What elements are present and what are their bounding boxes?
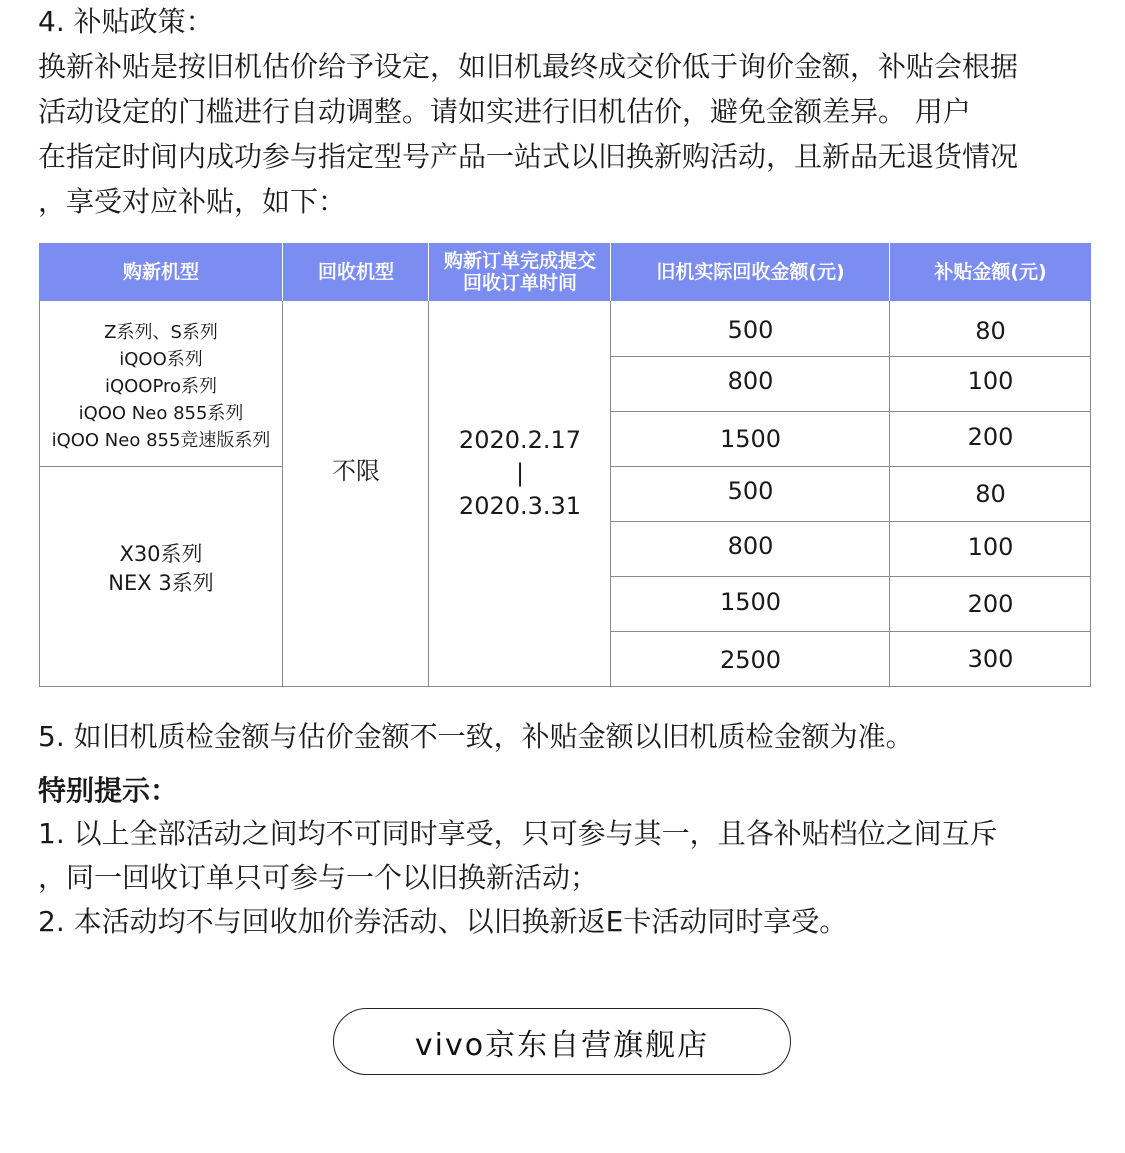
header-subsidy-amount: 补贴金额(元) <box>890 243 1091 301</box>
model-name: iQOO Neo 855系列 <box>78 402 244 424</box>
header-order-time <box>429 243 611 301</box>
header-recycle-amount: 旧机实际回收金额(元) <box>611 243 890 301</box>
notice-heading: 特别提示： <box>38 774 179 807</box>
recycle-model-value: 不限 <box>332 456 380 485</box>
recycle-amount: 800 <box>727 367 774 395</box>
subsidy-table <box>39 243 1091 687</box>
model-name: Z系列、S系列 <box>104 321 218 343</box>
section4-line: 换新补贴是按旧机估价给予设定，如旧机最终成交价低于询价金额，补贴会根据 <box>38 50 1019 83</box>
store-link-button[interactable]: vivo京东自营旗舰店 <box>333 1008 791 1075</box>
subsidy-amount: 100 <box>967 533 1014 561</box>
subsidy-amount: 100 <box>967 367 1014 395</box>
model-name: NEX 3系列 <box>108 571 214 595</box>
subsidy-amount: 200 <box>967 423 1014 451</box>
subsidy-amount: 80 <box>975 479 1006 508</box>
header-order-time-line1: 购新订单完成提交 <box>443 250 596 272</box>
model-name: iQOO Neo 855竞速版系列 <box>51 429 271 451</box>
section4-heading: 4. 补贴政策： <box>38 5 214 38</box>
section5-text: 5. 如旧机质检金额与估价金额不一致，补贴金额以旧机质检金额为准。 <box>38 720 914 753</box>
recycle-amount: 500 <box>727 316 774 344</box>
section4-line: 在指定时间内成功参与指定型号产品一站式以旧换新购活动，且新品无退货情况 <box>38 140 1019 173</box>
notice-line: ，同一回收订单只可参与一个以旧换新活动； <box>38 861 599 894</box>
header-order-time-line2: 回收订单时间 <box>462 272 577 294</box>
recycle-amount: 800 <box>727 532 774 560</box>
subsidy-amount: 80 <box>975 317 1006 345</box>
header-new-model: 购新机型 <box>39 243 283 301</box>
recycle-amount: 1500 <box>719 588 782 616</box>
model-name: iQOOPro系列 <box>104 375 218 397</box>
model-group-1 <box>39 316 283 456</box>
recycle-amount: 2500 <box>719 646 782 674</box>
recycle-amount: 1500 <box>719 424 782 453</box>
section4-line: ，享受对应补贴，如下： <box>38 185 347 218</box>
time-separator: | <box>515 459 525 487</box>
notice-line: 1. 以上全部活动之间均不可同时享受，只可参与其一，且各补贴档位之间互斥 <box>38 817 998 850</box>
model-group-2 <box>39 538 283 600</box>
subsidy-amount: 300 <box>967 644 1014 673</box>
time-start: 2020.2.17 <box>458 426 582 454</box>
notice-line: 2. 本活动均不与回收加价券活动、以旧换新返E卡活动同时享受。 <box>38 905 848 938</box>
model-name: iQOO系列 <box>119 348 203 370</box>
header-recycle-model: 回收机型 <box>283 243 429 301</box>
recycle-amount: 500 <box>727 477 774 505</box>
section4-line: 活动设定的门槛进行自动调整。请如实进行旧机估价，避免金额差异。 用户 <box>38 95 971 128</box>
time-end: 2020.3.31 <box>458 492 582 520</box>
model-name: X30系列 <box>119 542 203 566</box>
subsidy-amount: 200 <box>967 589 1014 618</box>
